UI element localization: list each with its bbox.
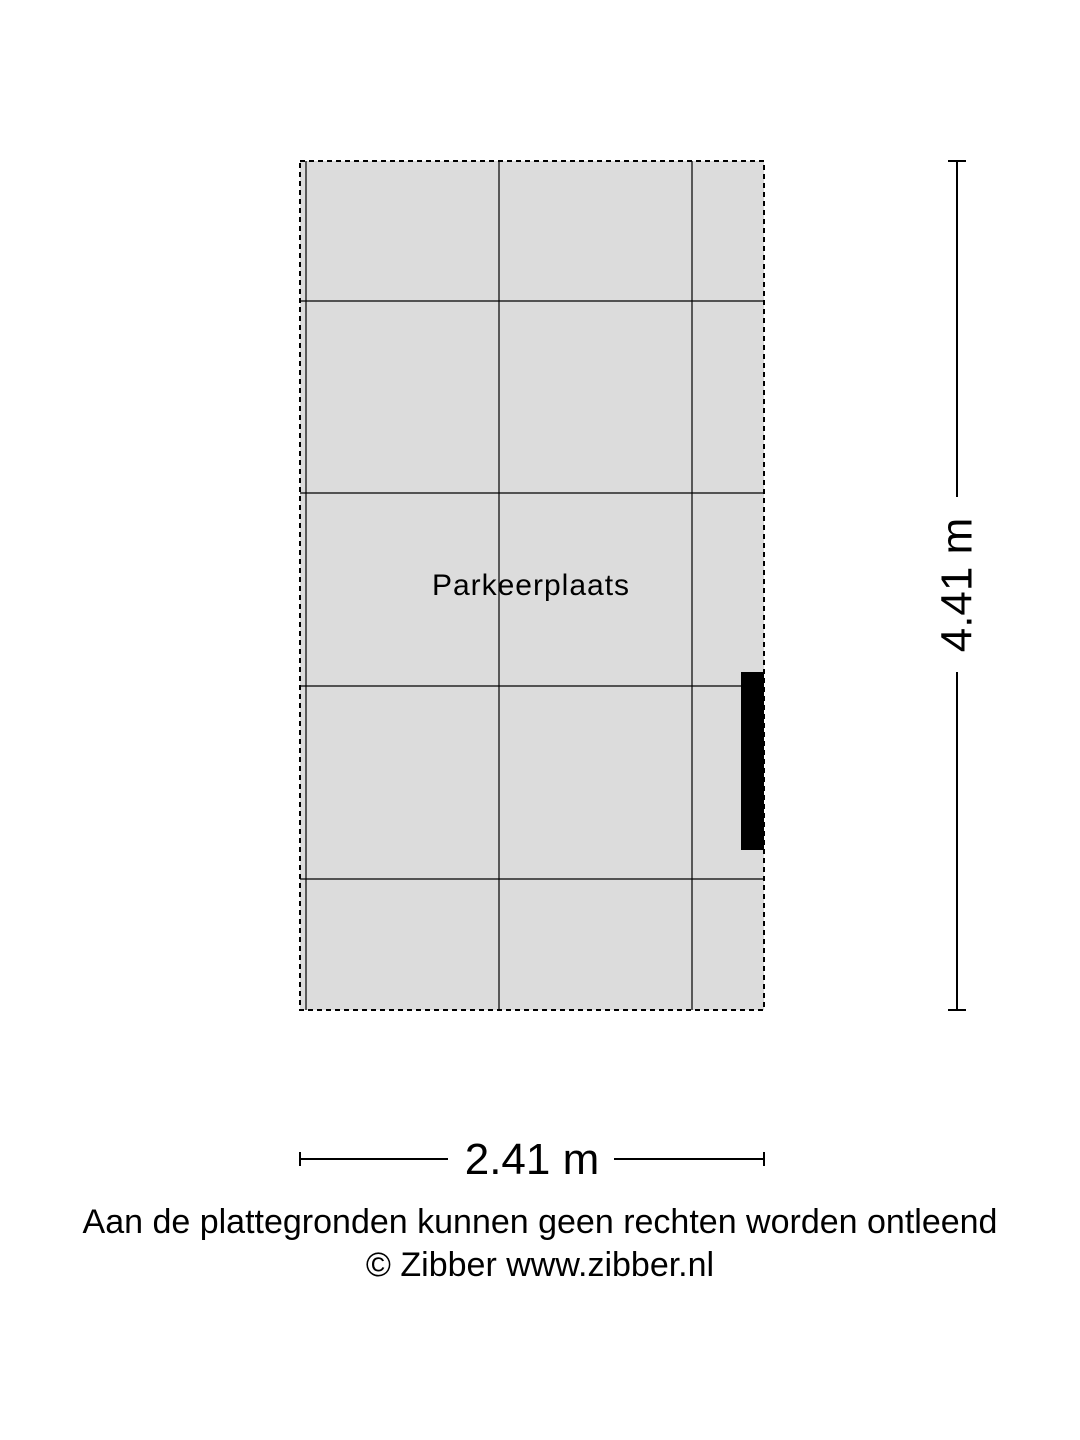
wall-element [741, 672, 764, 850]
copyright-text: © Zibber www.zibber.nl [365, 1246, 715, 1284]
width-dimension-label: 2.41 m [464, 1135, 600, 1184]
disclaimer-text: Aan de plattegronden kunnen geen rechten worden ontleend [82, 1203, 998, 1241]
room-label: Parkeerplaats [431, 569, 631, 602]
height-dimension-label: 4.41 m [932, 517, 982, 653]
